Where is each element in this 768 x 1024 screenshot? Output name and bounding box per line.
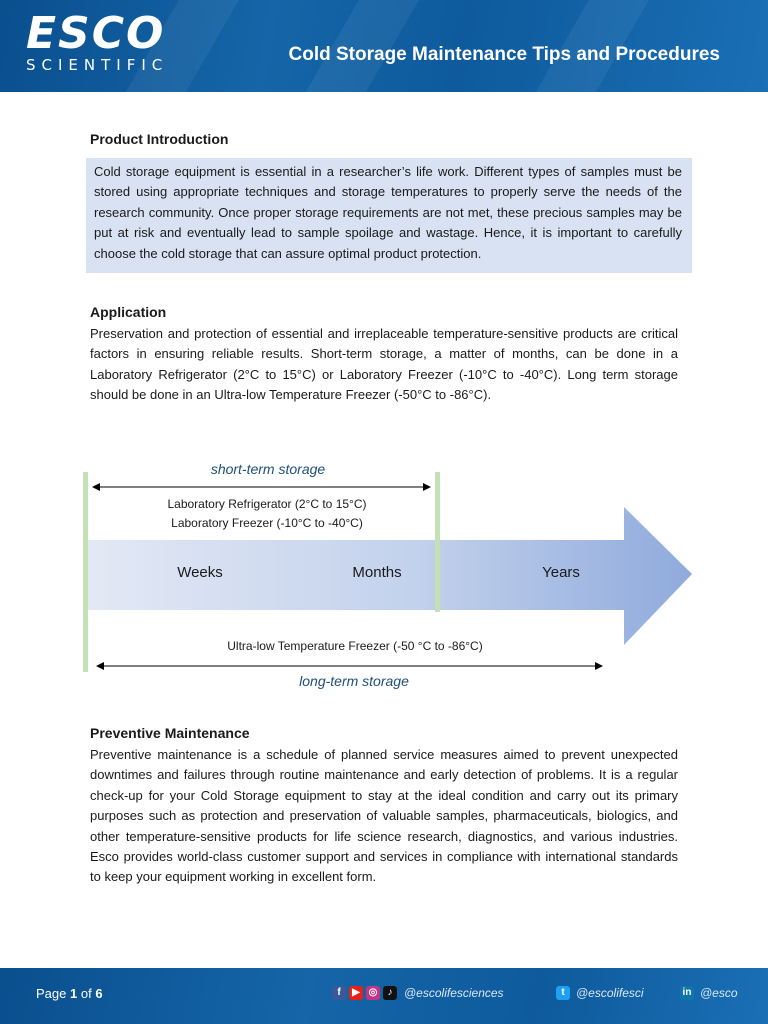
application-text: Preservation and protection of essential and irreplaceable temperature-sensitive products are critical factors in ensuring reliable results. Short-term storage, a matter of months, can be done in a Laboratory Refrigerator (2°C to 15°C) or Laboratory Freezer (-10°C to -40°C). Long term storage should be done in an Ultra-low Temperature Freezer (-50°C to -86°C). — [90, 326, 678, 403]
linkedin-icon[interactable]: in — [680, 986, 694, 1000]
months-label: Months — [352, 564, 402, 581]
document-title: Cold Storage Maintenance Tips and Procedures — [288, 44, 720, 65]
years-label: Years — [542, 564, 580, 581]
linkedin-handle[interactable]: @esco — [700, 986, 738, 1000]
page-footer — [0, 968, 768, 1024]
page-of: of — [80, 986, 92, 1001]
page-total: 6 — [95, 986, 103, 1001]
short-term-label: short-term storage — [210, 461, 326, 477]
facebook-icon[interactable]: f — [332, 986, 346, 1000]
tiktok-icon[interactable]: ♪ — [383, 986, 397, 1000]
short-term-refrigerator: Laboratory Refrigerator (2°C to 15°C) — [167, 497, 367, 511]
instagram-icon[interactable]: ◎ — [366, 986, 380, 1000]
youtube-icon[interactable]: ▶ — [349, 986, 363, 1000]
start-divider — [83, 472, 88, 672]
twitter-icon[interactable]: t — [556, 986, 570, 1000]
logo-sub-text: SCIENTIFIC — [26, 56, 169, 74]
short-term-freezer: Laboratory Freezer (-10°C to -40°C) — [171, 516, 363, 530]
intro-text: Cold storage equipment is essential in a researcher’s life work. Different types of samples must be stored using appropriate techniques and storage temperatures to properly serve the needs of the research community. Once proper storage requirements are not met, these precious samples may be put at risk and eventually lead to sample spoilage and wastage. Hence, it is important to carefully choose the cold storage that can assure optimal product protection. — [94, 164, 682, 261]
preventive-text: Preventive maintenance is a schedule of planned service measures aimed to prevent unexpected downtimes and failures through routine maintenance and early detection of problems. It is a regular check-up for your Cold Storage equipment to stay at the ideal condition and carry out its primary purposes such as protection and preservation of valuable samples, pharmaceuticals, biologics, and other temperature-sensitive products for life science research, diagnostics, and various industries. Esco provides world-class customer support and services in compliance with international standards to keep your equipment working in excellent form. — [90, 747, 678, 885]
esco-logo — [26, 10, 168, 74]
application-heading: Application — [90, 304, 167, 320]
preventive-heading: Preventive Maintenance — [90, 725, 250, 741]
weeks-label: Weeks — [177, 564, 223, 581]
long-term-freezer: Ultra-low Temperature Freezer (-50 °C to -86°C) — [227, 639, 483, 653]
page-number — [36, 986, 103, 1001]
twitter-handle[interactable]: @escolifesci — [576, 986, 644, 1000]
logo-main-text: ESCO — [26, 8, 166, 59]
social-twitter[interactable] — [556, 986, 644, 1000]
page-header — [0, 0, 768, 92]
page-current: 1 — [70, 986, 78, 1001]
intro-heading: Product Introduction — [90, 131, 229, 147]
social-lifesciences[interactable] — [332, 986, 504, 1000]
intro-box — [86, 158, 692, 273]
lifesciences-handle[interactable]: @escolifesciences — [404, 986, 504, 1000]
short-term-divider — [435, 472, 440, 612]
long-term-label: long-term storage — [299, 673, 409, 689]
storage-timeline-diagram — [0, 440, 768, 710]
social-linkedin[interactable] — [680, 986, 738, 1000]
page-word: Page — [36, 986, 67, 1001]
